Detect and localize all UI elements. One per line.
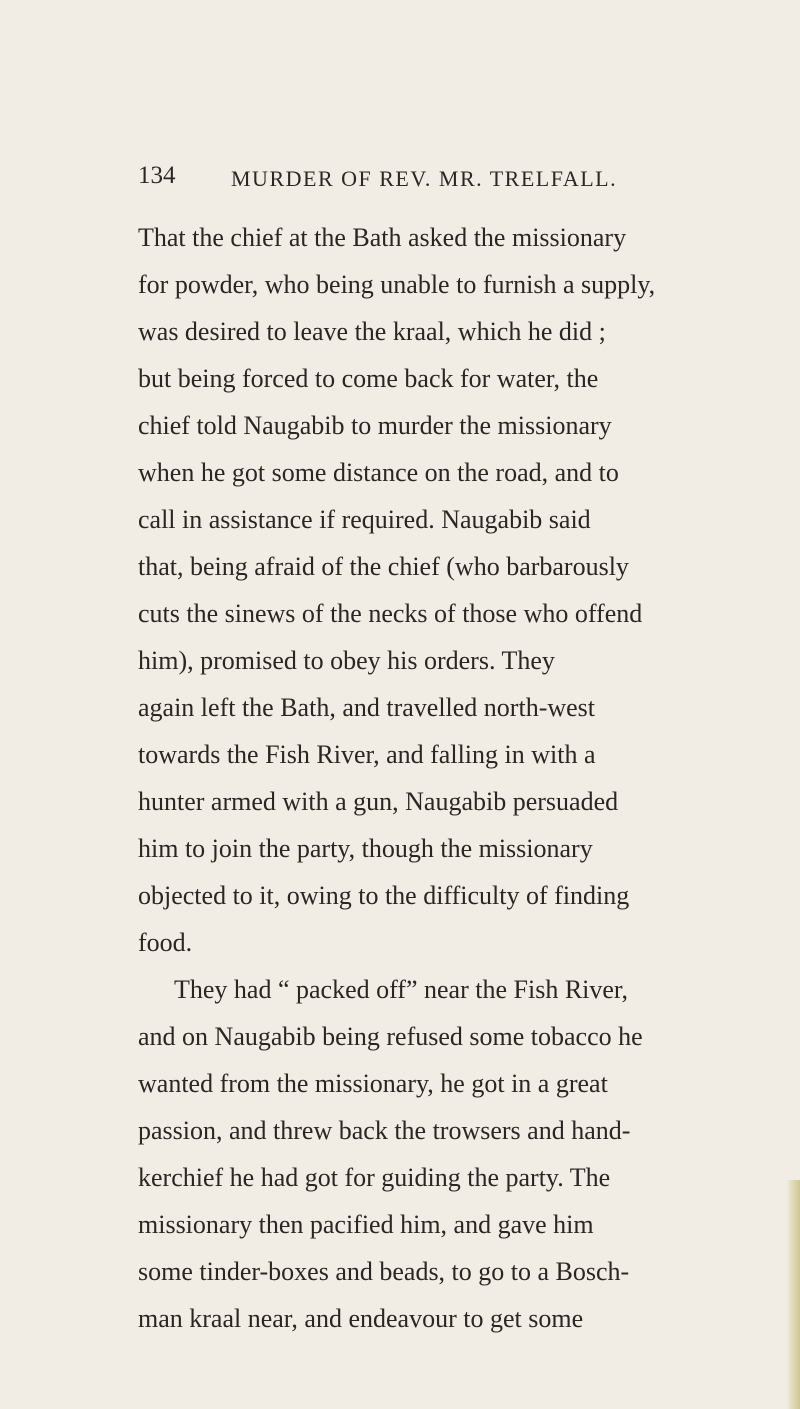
page-edge-discoloration (786, 1180, 800, 1409)
text-line: him to join the party, though the missionary (138, 834, 593, 863)
running-header (138, 162, 658, 202)
text-line: some tinder-boxes and beads, to go to a Bosch- (138, 1257, 630, 1286)
text-line: food. (138, 928, 193, 957)
text-line: him), promised to obey his orders. They (138, 646, 555, 675)
running-title: MURDER OF REV. MR. TRELFALL. (231, 166, 618, 191)
text-line: That the chief at the Bath asked the missionary (138, 223, 627, 252)
text-line: chief told Naugabib to murder the missionary (138, 411, 612, 440)
text-line: hunter armed with a gun, Naugabib persuaded (138, 787, 619, 816)
text-line: for powder, who being unable to furnish a supply, (138, 270, 656, 299)
body-text (138, 214, 668, 1342)
text-line: objected to it, owing to the difficulty of finding (138, 881, 630, 910)
text-line: but being forced to come back for water, the (138, 364, 599, 393)
text-line: and on Naugabib being refused some tobacco he (138, 1022, 643, 1051)
text-line: passion, and threw back the trowsers and hand- (138, 1116, 631, 1145)
paragraph-start-line: They had “ packed off” near the Fish River, (174, 975, 629, 1004)
text-line: kerchief he had got for guiding the party. The (138, 1163, 611, 1192)
text-line: wanted from the missionary, he got in a great (138, 1069, 608, 1098)
page-number: 134 (138, 162, 176, 189)
text-line: that, being afraid of the chief (who barbarously (138, 552, 629, 581)
text-line: when he got some distance on the road, and to (138, 458, 619, 487)
text-line: cuts the sinews of the necks of those who offend (138, 599, 643, 628)
text-line: call in assistance if required. Naugabib said (138, 505, 591, 534)
text-line: man kraal near, and endeavour to get some (138, 1304, 584, 1333)
text-line: was desired to leave the kraal, which he did ; (138, 317, 606, 346)
text-line: again left the Bath, and travelled north-west (138, 693, 596, 722)
text-line: missionary then pacified him, and gave him (138, 1210, 594, 1239)
text-line: towards the Fish River, and falling in with a (138, 740, 596, 769)
